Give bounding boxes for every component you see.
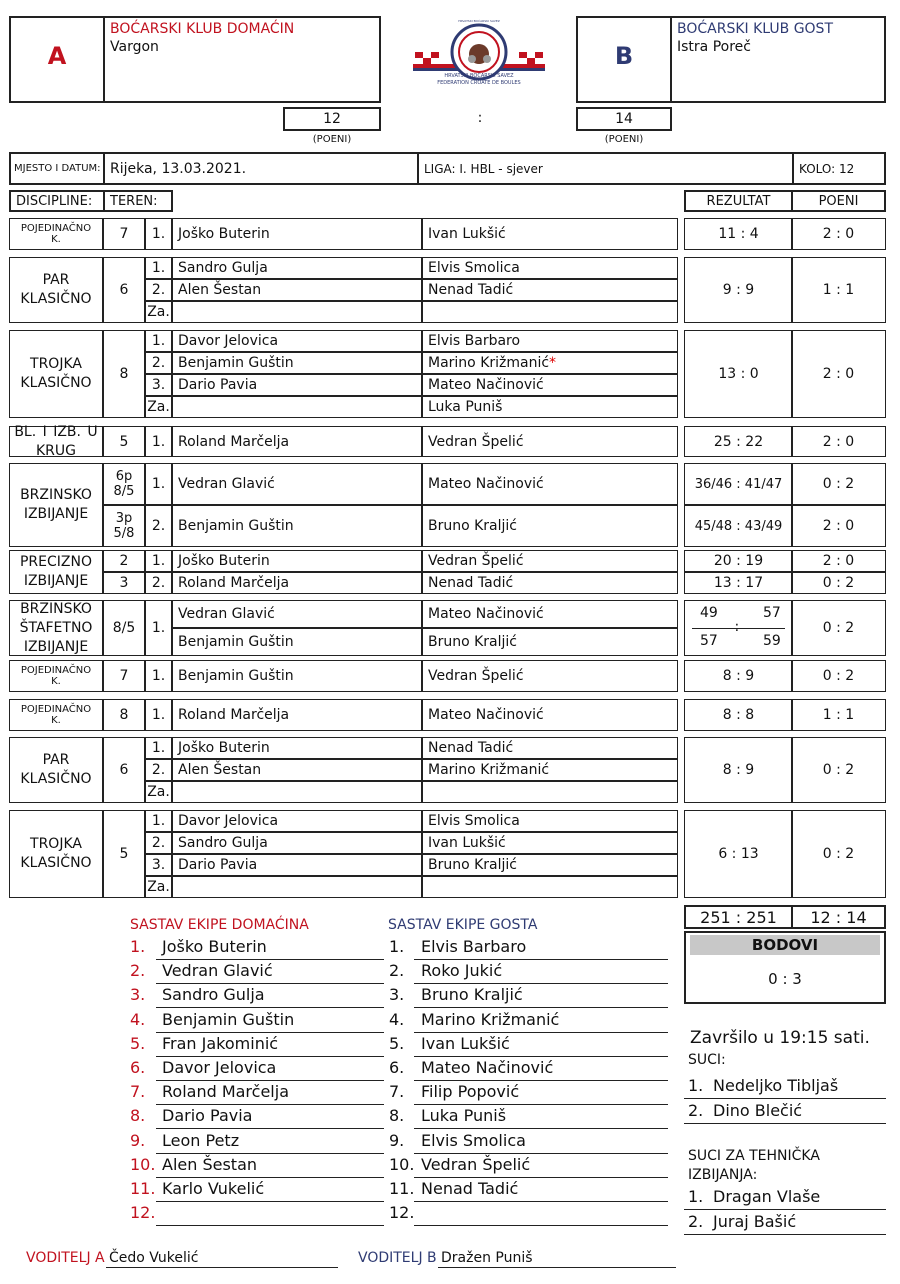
player-number: 3. (145, 374, 172, 396)
roster-line (414, 959, 668, 960)
federation-logo (410, 16, 548, 98)
result-header: REZULTAT (684, 190, 793, 212)
home-player: Sandro Gulja (172, 257, 422, 279)
leader-a-line (106, 1267, 338, 1268)
home-player: Roland Marčelja (172, 699, 422, 731)
away-player: Elvis Smolica (422, 257, 678, 279)
away-player: Elvis Smolica (422, 810, 678, 832)
points-separator: : (477, 110, 483, 126)
player-number: 2. (145, 505, 172, 547)
roster-line (156, 1128, 384, 1129)
roster-player-name: Elvis Smolica (421, 1130, 526, 1150)
away-points-label: (POENI) (604, 134, 644, 145)
roster-player-name: Sandro Gulja (162, 985, 265, 1005)
field-number: 7 (103, 660, 145, 692)
player-number: 1. (145, 810, 172, 832)
bodovi-value: 0 : 3 (768, 970, 802, 988)
field-number: 3p 5/8 (103, 505, 145, 547)
away-club-caption: BOĆARSKI KLUB GOST (677, 21, 833, 37)
relay-result-away: 57 (763, 605, 781, 621)
result-value: 8 : 8 (684, 699, 793, 731)
field-number: 6 (103, 257, 145, 323)
home-player: Benjamin Guštin (172, 660, 422, 692)
roster-player-name: Leon Petz (162, 1130, 240, 1150)
finished-time: Završilo u 19:15 sati. (690, 1028, 870, 1048)
judge-number: 1. (688, 1076, 704, 1095)
discipline-name: PRECIZNO IZBIJANJE (9, 550, 103, 594)
home-player (172, 301, 422, 323)
roster-player-name: Marino Križmanić (421, 1009, 560, 1029)
leader-b-line (438, 1267, 676, 1268)
roster-player-name: Roko Jukić (421, 961, 503, 981)
roster-player-name: Bruno Kraljić (421, 985, 523, 1005)
bodovi-label: BODOVI (690, 935, 880, 955)
logo-line-2: FEDERATION CROATE DE BOULES (437, 80, 521, 86)
roster-line (414, 1080, 668, 1081)
judge-name: Dragan Vlaše (713, 1187, 821, 1206)
points-value: 0 : 2 (791, 463, 886, 505)
points-value: 2 : 0 (791, 218, 886, 250)
round: KOLO: 12 (792, 152, 886, 185)
judge-number: 2. (688, 1212, 704, 1231)
roster-line (156, 1080, 384, 1081)
home-player (172, 876, 422, 898)
roster-player-name: Alen Šestan (162, 1154, 258, 1174)
away-letter: B (614, 42, 634, 70)
field-number: 7 (103, 218, 145, 250)
roster-line (414, 1153, 668, 1154)
roster-player-name: Elvis Barbaro (421, 937, 527, 956)
roster-number: 4. (130, 1009, 146, 1029)
points-value: 0 : 2 (791, 600, 886, 656)
away-player: Bruno Kraljić (422, 628, 678, 656)
roster-number: 2. (389, 961, 405, 981)
roster-line (414, 1007, 668, 1008)
roster-line (414, 983, 668, 984)
roster-line (156, 1007, 384, 1008)
relay-result-separator: : (734, 619, 740, 635)
home-player: Benjamin Guštin (172, 628, 422, 656)
home-points-label: (POENI) (312, 134, 352, 145)
place-value: Rijeka, 13.03.2021. (103, 152, 419, 185)
player-number: 1. (145, 426, 172, 457)
player-number: 1. (145, 600, 172, 656)
result-value: 45/48 : 43/49 (684, 505, 793, 547)
roster-number: 1. (389, 937, 405, 956)
player-number: 1. (145, 463, 172, 505)
roster-line (414, 1032, 668, 1033)
field-number: 6p 8/5 (103, 463, 145, 505)
roster-player-name: Luka Puniš (421, 1106, 507, 1126)
away-player: Mateo Načinović (422, 374, 678, 396)
roster-line (414, 1201, 668, 1202)
relay-result-home: 49 (700, 605, 718, 621)
leader-a-name: Čedo Vukelić (109, 1250, 199, 1266)
roster-number: 4. (389, 1009, 405, 1029)
roster-number: 5. (389, 1033, 405, 1053)
roster-player-name: Nenad Tadić (421, 1179, 519, 1198)
roster-number: 7. (389, 1082, 405, 1102)
home-letter: A (47, 42, 67, 70)
home-roster-title: SASTAV EKIPE DOMAĆINA (130, 917, 309, 933)
roster-player-name: Dario Pavia (162, 1106, 253, 1126)
away-player: Bruno Kraljić (422, 854, 678, 876)
home-player: Joško Buterin (172, 218, 422, 250)
field-number: 8 (103, 330, 145, 418)
roster-number: 12. (130, 1203, 156, 1223)
field-number: 8/5 (103, 600, 145, 656)
home-player: Alen Šestan (172, 279, 422, 301)
roster-line (156, 1032, 384, 1033)
relay-result-away: 59 (763, 633, 781, 649)
roster-number: 7. (130, 1082, 146, 1102)
roster-number: 3. (130, 985, 146, 1005)
home-player: Joško Buterin (172, 737, 422, 759)
away-player (422, 876, 678, 898)
total-points: 12 : 14 (791, 905, 886, 929)
away-roster-title: SASTAV EKIPE GOSTA (388, 917, 538, 933)
player-number: 1. (145, 330, 172, 352)
away-player: Ivan Lukšić (422, 832, 678, 854)
points-value: 2 : 0 (791, 550, 886, 572)
judge-name: Juraj Bašić (713, 1212, 797, 1231)
total-result: 251 : 251 (684, 905, 793, 929)
away-points-box: 14 (576, 107, 672, 131)
roster-number: 5. (130, 1033, 146, 1053)
roster-player-name: Davor Jelovica (162, 1058, 277, 1077)
roster-number: 6. (130, 1058, 146, 1077)
roster-player-name: Fran Jakominić (162, 1033, 279, 1053)
league: LIGA: I. HBL - sjever (417, 152, 794, 185)
disciplines-header: DISCIPLINE: (9, 190, 105, 212)
player-number: 1. (145, 699, 172, 731)
roster-line (414, 1128, 668, 1129)
leader-b-name: Dražen Puniš (441, 1250, 533, 1266)
away-player: Nenad Tadić (422, 279, 678, 301)
home-club-caption: BOĆARSKI KLUB DOMAĆIN (110, 21, 295, 37)
judge-name: Dino Blečić (713, 1101, 803, 1120)
home-player: Roland Marčelja (172, 426, 422, 457)
roster-line (414, 1225, 668, 1226)
discipline-name: TROJKA KLASIČNO (9, 330, 103, 418)
roster-line (156, 1056, 384, 1057)
away-player (422, 781, 678, 803)
home-player: Vedran Glavić (172, 600, 422, 628)
away-player: Ivan Lukšić (422, 218, 678, 250)
roster-number: 11. (389, 1179, 415, 1198)
substitution-mark: * (549, 355, 557, 371)
roster-line (156, 1104, 384, 1105)
roster-line (156, 1201, 384, 1202)
home-club-box (103, 16, 381, 103)
points-value: 2 : 0 (791, 330, 886, 418)
roster-player-name: Karlo Vukelić (162, 1179, 265, 1198)
roster-line (414, 1056, 668, 1057)
result-value: 25 : 22 (684, 426, 793, 457)
points-header: POENI (791, 190, 886, 212)
away-player: Bruno Kraljić (422, 505, 678, 547)
player-number: 1. (145, 218, 172, 250)
player-number: Za. (145, 781, 172, 803)
home-player: Davor Jelovica (172, 330, 422, 352)
home-player: Vedran Glavić (172, 463, 422, 505)
judge-name: Nedeljko Tibljaš (713, 1076, 839, 1095)
away-player: Elvis Barbaro (422, 330, 678, 352)
roster-number: 9. (389, 1130, 405, 1150)
home-player (172, 781, 422, 803)
home-points-box: 12 (283, 107, 381, 131)
discipline-name: BRZINSKO IZBIJANJE (9, 463, 103, 547)
discipline-name: PAR KLASIČNO (9, 737, 103, 803)
result-value: 13 : 0 (684, 330, 793, 418)
roster-player-name: Joško Buterin (162, 937, 267, 956)
field-number: 5 (103, 810, 145, 898)
roster-line (156, 1177, 384, 1178)
points-value: 0 : 2 (791, 737, 886, 803)
roster-player-name: Benjamin Guštin (162, 1009, 295, 1029)
field-number: 5 (103, 426, 145, 457)
player-number: 1. (145, 660, 172, 692)
player-number: 1. (145, 257, 172, 279)
away-player (422, 301, 678, 323)
away-player: Vedran Špelić (422, 550, 678, 572)
leader-a-label: VODITELJ A (26, 1250, 105, 1266)
player-number: 2. (145, 759, 172, 781)
roster-line (414, 1104, 668, 1105)
tech-judges-label: SUCI ZA TEHNIČKA IZBIJANJA: (688, 1148, 820, 1183)
home-player: Benjamin Guštin (172, 352, 422, 374)
player-number: Za. (145, 301, 172, 323)
player-number: 2. (145, 279, 172, 301)
judge-line (684, 1209, 886, 1210)
player-number: 2. (145, 572, 172, 594)
roster-number: 11. (130, 1179, 156, 1198)
relay-result-home: 57 (700, 633, 718, 649)
roster-line (156, 1153, 384, 1154)
field-number: 8 (103, 699, 145, 731)
result-value: 11 : 4 (684, 218, 793, 250)
roster-player-name: Filip Popović (421, 1082, 520, 1102)
discipline-name: POJEDINAČNO K. (9, 660, 103, 692)
logo-line-1: HRVATSKI BOĆARSKI SAVEZ (444, 73, 514, 79)
judge-number: 1. (688, 1187, 704, 1206)
roster-player-name: Vedran Glavić (162, 961, 273, 981)
away-player: Mateo Načinović (422, 699, 678, 731)
roster-number: 8. (130, 1106, 146, 1126)
result-value: 9 : 9 (684, 257, 793, 323)
roster-number: 1. (130, 937, 146, 956)
result-value: 20 : 19 (684, 550, 793, 572)
roster-player-name: Roland Marčelja (162, 1082, 289, 1102)
roster-number: 12. (389, 1203, 415, 1223)
place-label: MJESTO I DATUM: (9, 152, 105, 185)
roster-number: 3. (389, 985, 405, 1005)
points-value: 0 : 2 (791, 660, 886, 692)
result-value: 8 : 9 (684, 660, 793, 692)
roster-player-name: Mateo Načinović (421, 1058, 554, 1077)
field-number: 2 (103, 550, 145, 572)
discipline-name: BL. I IZB. U KRUG (9, 426, 103, 457)
points-value: 1 : 1 (791, 257, 886, 323)
away-club-name: Istra Poreč (677, 39, 751, 55)
away-player: Vedran Špelić (422, 660, 678, 692)
points-value: 2 : 0 (791, 426, 886, 457)
judge-line (684, 1098, 886, 1099)
roster-line (414, 1177, 668, 1178)
away-player: Mateo Načinović (422, 463, 678, 505)
away-player: Vedran Špelić (422, 426, 678, 457)
player-number: 3. (145, 854, 172, 876)
home-club-name: Vargon (110, 39, 159, 55)
roster-number: 6. (389, 1058, 405, 1077)
player-number: 1. (145, 737, 172, 759)
roster-number: 8. (389, 1106, 405, 1126)
judge-number: 2. (688, 1101, 704, 1120)
home-letter-box (9, 16, 105, 103)
judge-line (684, 1234, 886, 1235)
roster-number: 10. (389, 1154, 415, 1174)
field-number: 6 (103, 737, 145, 803)
roster-number: 9. (130, 1130, 146, 1150)
field-header: TEREN: (103, 190, 173, 212)
result-value: 36/46 : 41/47 (684, 463, 793, 505)
away-club-box (670, 16, 886, 103)
discipline-name: TROJKA KLASIČNO (9, 810, 103, 898)
discipline-name: POJEDINAČNO K. (9, 218, 103, 250)
logo-ring-text: HRVATSKI BOĆARSKI SAVEZ (458, 19, 500, 23)
player-number: 2. (145, 352, 172, 374)
result-value: 6 : 13 (684, 810, 793, 898)
player-number: Za. (145, 396, 172, 418)
away-player: Marino Križmanić * (422, 352, 678, 374)
discipline-name: BRZINSKO ŠTAFETNO IZBIJANJE (9, 600, 103, 656)
discipline-name: PAR KLASIČNO (9, 257, 103, 323)
home-player: Alen Šestan (172, 759, 422, 781)
roster-player-name: Vedran Špelić (421, 1154, 531, 1174)
home-player: Sandro Gulja (172, 832, 422, 854)
away-player: Marino Križmanić (422, 759, 678, 781)
points-value: 2 : 0 (791, 505, 886, 547)
away-player: Nenad Tadić (422, 572, 678, 594)
points-value: 0 : 2 (791, 810, 886, 898)
judges-label: SUCI: (688, 1052, 726, 1068)
roster-number: 10. (130, 1154, 156, 1174)
away-player: Mateo Načinović (422, 600, 678, 628)
home-player: Joško Buterin (172, 550, 422, 572)
home-player: Davor Jelovica (172, 810, 422, 832)
roster-line (156, 959, 384, 960)
home-player (172, 396, 422, 418)
discipline-name: POJEDINAČNO K. (9, 699, 103, 731)
points-value: 0 : 2 (791, 572, 886, 594)
roster-number: 2. (130, 961, 146, 981)
player-number: 2. (145, 832, 172, 854)
roster-line (156, 1225, 384, 1226)
result-value: 8 : 9 (684, 737, 793, 803)
points-value: 1 : 1 (791, 699, 886, 731)
away-player: Nenad Tadić (422, 737, 678, 759)
home-player: Dario Pavia (172, 854, 422, 876)
home-player: Roland Marčelja (172, 572, 422, 594)
away-letter-box (576, 16, 672, 103)
roster-player-name: Ivan Lukšić (421, 1033, 510, 1053)
field-number: 3 (103, 572, 145, 594)
player-number: 1. (145, 550, 172, 572)
result-value: 13 : 17 (684, 572, 793, 594)
home-player: Dario Pavia (172, 374, 422, 396)
leader-b-label: VODITELJ B (358, 1250, 437, 1266)
player-number: Za. (145, 876, 172, 898)
judge-line (684, 1123, 886, 1124)
away-player: Luka Puniš (422, 396, 678, 418)
roster-line (156, 983, 384, 984)
home-player: Benjamin Guštin (172, 505, 422, 547)
